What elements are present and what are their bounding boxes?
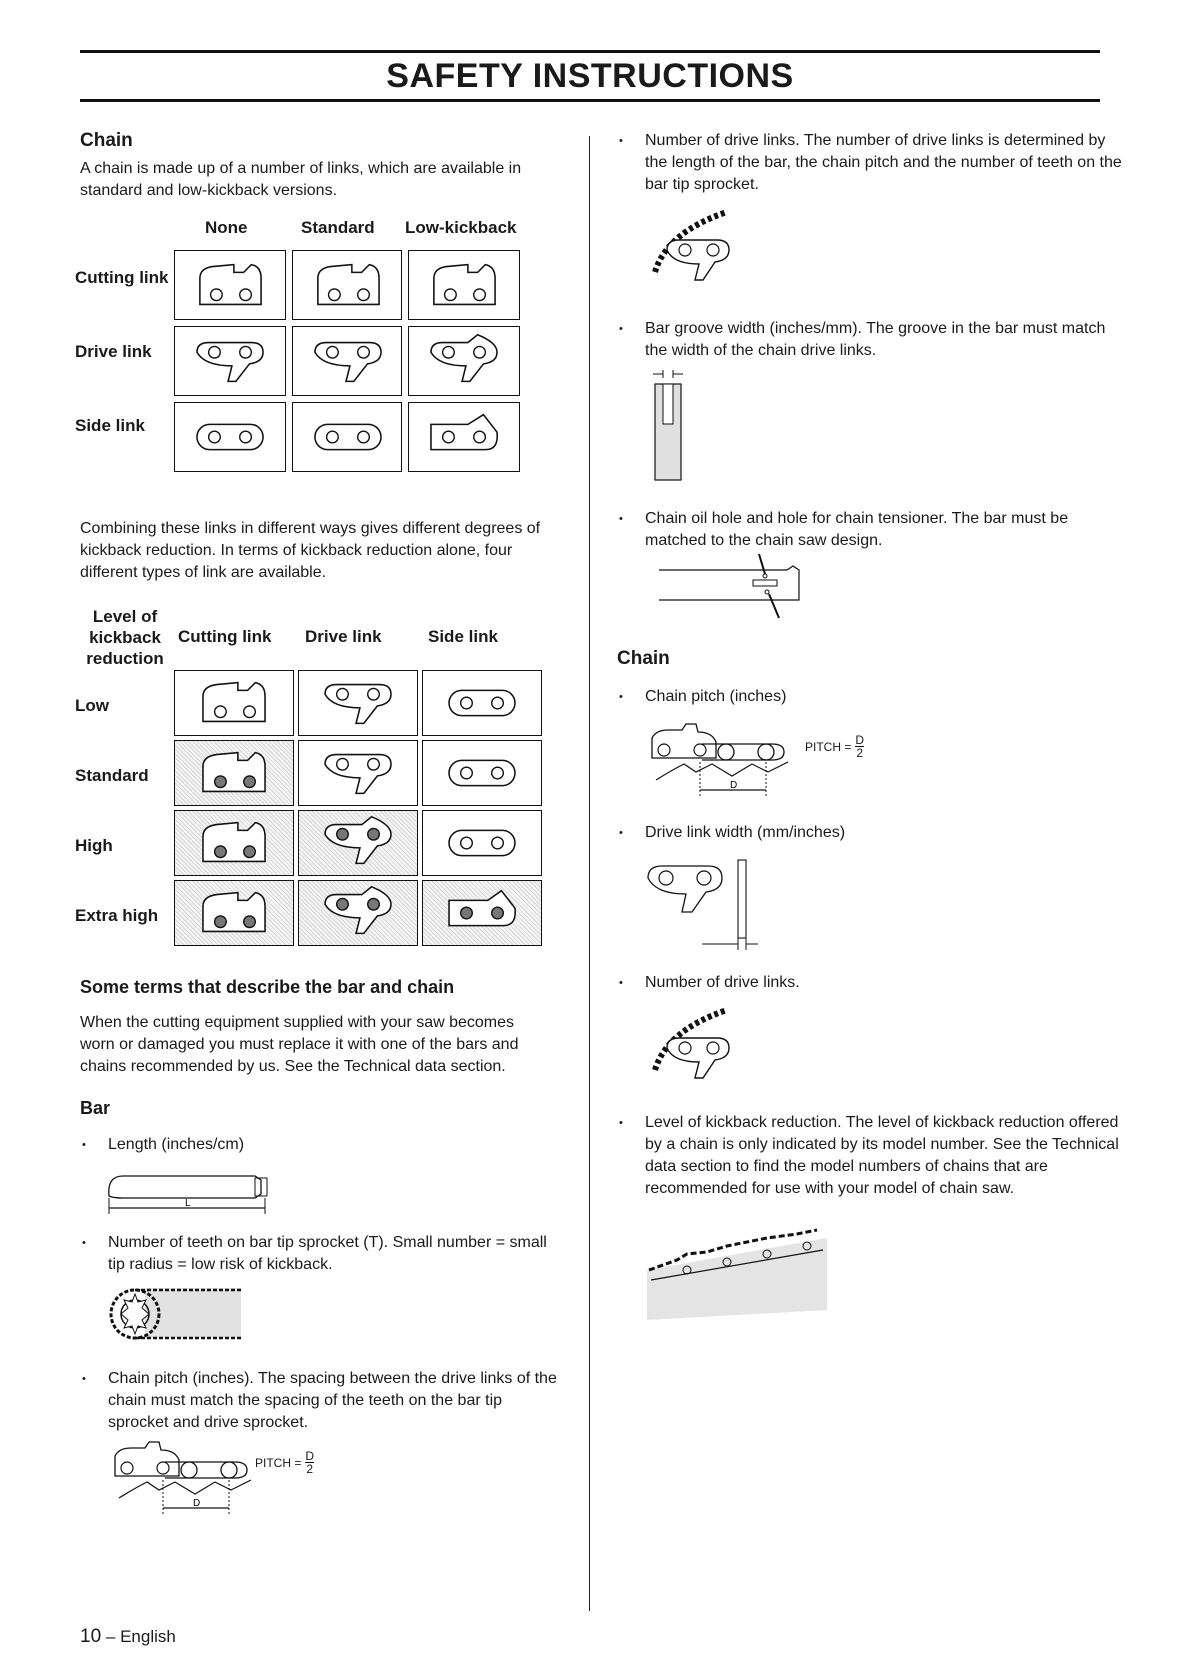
- col-header-cutting-link: Cutting link: [178, 627, 272, 646]
- bullet-chain-pitch: • Chain pitch (inches). The spacing between the drive links of the chain must match the spacing of the teeth on the bar tip sprocket and drive sprocket.: [80, 1368, 558, 1434]
- bullet-tip-sprocket: • Number of teeth on bar tip sprocket (T). Small number = small tip radius = low risk of kickback.: [80, 1232, 558, 1276]
- left-column: [75, 130, 560, 1610]
- combining-text: Combining these links in different ways gives different degrees of kickback reduction. In terms of kickback reduction alone, four different types of link are available.: [80, 520, 541, 581]
- cell-standard-cutting: [174, 740, 294, 806]
- cell-high-drive: [298, 810, 418, 876]
- row-label-cutting-link: Cutting link: [75, 268, 169, 287]
- row-label-extra-high: Extra high: [75, 906, 159, 925]
- cell-extra-high-cutting: [174, 880, 294, 946]
- level-header: Level of kickback reduction: [86, 607, 164, 668]
- cell-drive-low-kickback: [408, 326, 520, 396]
- pitch-formula-right: PITCH = $\frac{D}{2}$: [805, 733, 865, 760]
- row-label-standard: Standard: [75, 766, 149, 785]
- page-number: 10: [80, 1626, 102, 1647]
- pitch-d-label-right: D: [730, 780, 738, 791]
- right-column: [617, 130, 1122, 1610]
- bullet-number-drive-links-2: • Number of drive links.: [617, 972, 1125, 994]
- drive-link-width-figure: [642, 854, 782, 954]
- col-header-drive-link: Drive link: [305, 627, 382, 646]
- cell-low-drive: [298, 670, 418, 736]
- kickback-level-table: [75, 606, 550, 966]
- cell-side-none: [174, 402, 286, 472]
- col-header-side-link: Side link: [428, 627, 498, 646]
- cell-standard-side: [422, 740, 542, 806]
- cell-extra-high-side: [422, 880, 542, 946]
- cell-cutting-standard: [292, 250, 402, 320]
- chain-heading: Chain: [80, 130, 133, 151]
- row-label-high: High: [75, 836, 113, 855]
- bullet-number-drive-links: • Number of drive links. The number of drive links is determined by the length of the bar, the chain pitch and the number of teeth on the bar tip sprocket.: [617, 130, 1125, 196]
- footer-separator: –: [105, 1627, 116, 1646]
- row-label-drive-link: Drive link: [75, 342, 152, 361]
- bar-length-label: L: [185, 1198, 191, 1209]
- footer-language: English: [120, 1627, 176, 1646]
- page-footer: [80, 1626, 176, 1648]
- cell-side-standard: [292, 402, 402, 472]
- bullet-bar-length: • Length (inches/cm): [80, 1134, 558, 1156]
- page-header: [80, 50, 1100, 102]
- bar-heading: Bar: [80, 1098, 111, 1118]
- cell-drive-standard: [292, 326, 402, 396]
- terms-text: When the cutting equipment supplied with your saw becomes worn or damaged you must replace it with one of the bars and chains recommended by us. See the Technical data section.: [80, 1014, 519, 1075]
- cell-drive-none: [174, 326, 286, 396]
- cell-cutting-low-kickback: [408, 250, 520, 320]
- chain-intro: A chain is made up of a number of links, which are available in standard and low-kickback versions.: [80, 160, 522, 199]
- cell-low-cutting: [174, 670, 294, 736]
- chain-pitch-figure-left: [105, 1436, 345, 1516]
- cell-cutting-none: [174, 250, 286, 320]
- cell-side-low-kickback: [408, 402, 520, 472]
- bullet-oil-hole: • Chain oil hole and hole for chain tensioner. The bar must be matched to the chain saw design.: [617, 508, 1125, 552]
- row-label-low: Low: [75, 696, 109, 715]
- bullet-kickback-level: • Level of kickback reduction. The level of kickback reduction offered by a chain is only indicated by its model number. See the Technical data section to find the model numbers of chains that are recommended for use with your model of chain saw.: [617, 1112, 1125, 1200]
- terms-heading: Some terms that describe the bar and chain: [80, 977, 455, 997]
- pitch-d-label-left: D: [193, 1498, 201, 1509]
- oil-hole-figure: [657, 552, 817, 622]
- tip-sprocket-figure: [105, 1280, 245, 1350]
- col-header-low-kickback: Low-kickback: [405, 218, 517, 237]
- row-label-side-link: Side link: [75, 416, 145, 435]
- kickback-level-figure: [647, 1220, 827, 1320]
- cell-high-cutting: [174, 810, 294, 876]
- col-header-standard: Standard: [301, 218, 375, 237]
- pitch-formula-left: PITCH = $\frac{D}{2}$: [255, 1449, 315, 1476]
- cell-low-side: [422, 670, 542, 736]
- groove-width-figure: [647, 364, 707, 484]
- column-divider: [589, 136, 590, 1611]
- bar-length-figure: [105, 1166, 305, 1216]
- cell-high-side: [422, 810, 542, 876]
- bullet-groove-width: • Bar groove width (inches/mm). The groove in the bar must match the width of the chain drive links.: [617, 318, 1125, 362]
- bullet-chain-pitch-right: • Chain pitch (inches): [617, 686, 1125, 708]
- cell-extra-high-drive: [298, 880, 418, 946]
- bullet-drive-link-width: • Drive link width (mm/inches): [617, 822, 1125, 844]
- chain-heading-right: Chain: [617, 648, 670, 669]
- col-header-none: None: [205, 218, 248, 237]
- drive-links-figure-1: [647, 202, 747, 292]
- drive-links-figure-2: [647, 1000, 747, 1090]
- page-title: SAFETY INSTRUCTIONS: [386, 57, 794, 95]
- cell-standard-drive: [298, 740, 418, 806]
